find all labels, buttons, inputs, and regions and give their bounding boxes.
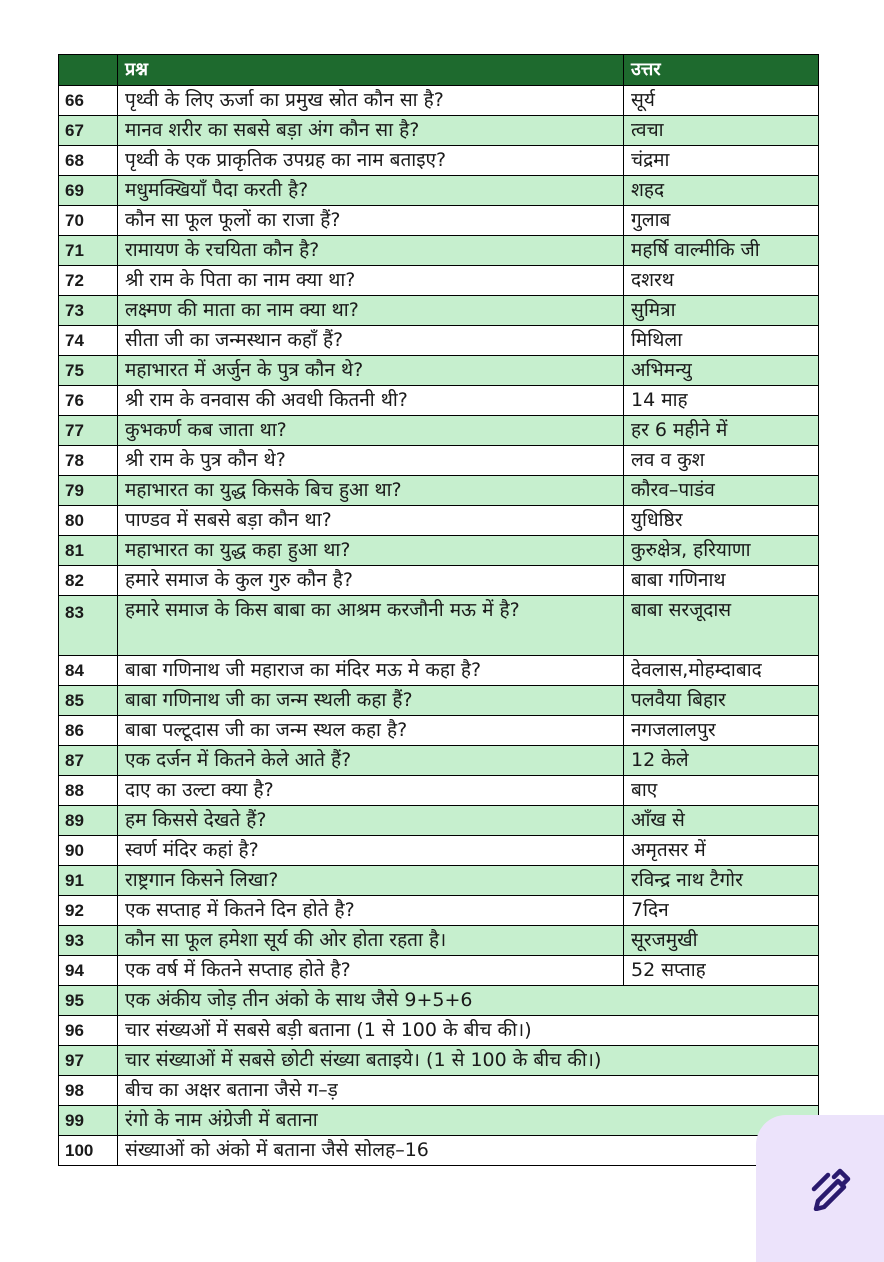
row-question: पाण्डव में सबसे बड़ा कौन था? bbox=[118, 506, 624, 536]
table-row bbox=[59, 956, 819, 986]
row-answer: बाबा गणिनाथ bbox=[624, 566, 819, 596]
row-question: मानव शरीर का सबसे बड़ा अंग कौन सा है? bbox=[118, 116, 624, 146]
row-answer: 14 माह bbox=[624, 386, 819, 416]
task-row bbox=[59, 1136, 819, 1166]
task-row bbox=[59, 1076, 819, 1106]
row-question: राष्ट्रगान किसने लिखा? bbox=[118, 866, 624, 896]
table-row bbox=[59, 296, 819, 326]
qa-table bbox=[58, 54, 819, 1166]
row-number: 98 bbox=[59, 1076, 118, 1106]
row-number: 99 bbox=[59, 1106, 118, 1136]
row-number: 90 bbox=[59, 836, 118, 866]
row-question: श्री राम के पिता का नाम क्या था? bbox=[118, 266, 624, 296]
table-row bbox=[59, 536, 819, 566]
row-number: 93 bbox=[59, 926, 118, 956]
row-question: कौन सा फूल हमेशा सूर्य की ओर होता रहता है। bbox=[118, 926, 624, 956]
row-question: एक दर्जन में कितने केले आते हैं? bbox=[118, 746, 624, 776]
row-question: लक्ष्मण की माता का नाम क्या था? bbox=[118, 296, 624, 326]
row-number: 85 bbox=[59, 686, 118, 716]
row-number: 87 bbox=[59, 746, 118, 776]
table-row bbox=[59, 776, 819, 806]
row-number: 78 bbox=[59, 446, 118, 476]
row-answer: दशरथ bbox=[624, 266, 819, 296]
task-row bbox=[59, 986, 819, 1016]
row-answer: गुलाब bbox=[624, 206, 819, 236]
row-number: 74 bbox=[59, 326, 118, 356]
table-row bbox=[59, 356, 819, 386]
row-number: 100 bbox=[59, 1136, 118, 1166]
row-answer: बाए bbox=[624, 776, 819, 806]
header-answer: उत्तर bbox=[624, 55, 819, 86]
table-row bbox=[59, 506, 819, 536]
row-answer: मिथिला bbox=[624, 326, 819, 356]
row-question: हमारे समाज के किस बाबा का आश्रम करजौनी मऊ में है? bbox=[118, 596, 624, 656]
table-row bbox=[59, 266, 819, 296]
row-number: 97 bbox=[59, 1046, 118, 1076]
row-question: महाभारत में अर्जुन के पुत्र कौन थे? bbox=[118, 356, 624, 386]
table-row bbox=[59, 896, 819, 926]
task-row bbox=[59, 1106, 819, 1136]
row-answer: हर 6 महीने में bbox=[624, 416, 819, 446]
row-answer: त्वचा bbox=[624, 116, 819, 146]
table-row bbox=[59, 206, 819, 236]
table-row bbox=[59, 146, 819, 176]
row-question: पृथ्वी के लिए ऊर्जा का प्रमुख स्रोत कौन सा है? bbox=[118, 86, 624, 116]
row-number: 71 bbox=[59, 236, 118, 266]
table-row bbox=[59, 836, 819, 866]
task-row bbox=[59, 1046, 819, 1076]
table-row bbox=[59, 116, 819, 146]
row-question: एक सप्ताह में कितने दिन होते है? bbox=[118, 896, 624, 926]
row-number: 89 bbox=[59, 806, 118, 836]
row-number: 88 bbox=[59, 776, 118, 806]
row-answer: सुमित्रा bbox=[624, 296, 819, 326]
row-answer: 7दिन bbox=[624, 896, 819, 926]
row-question: हमारे समाज के कुल गुरु कौन है? bbox=[118, 566, 624, 596]
row-answer: अमृतसर में bbox=[624, 836, 819, 866]
row-answer: नगजलालपुर bbox=[624, 716, 819, 746]
row-number: 72 bbox=[59, 266, 118, 296]
row-number: 70 bbox=[59, 206, 118, 236]
table-header-row bbox=[59, 55, 819, 86]
table-row bbox=[59, 326, 819, 356]
row-number: 76 bbox=[59, 386, 118, 416]
row-question: मधुमक्खियाँ पैदा करती है? bbox=[118, 176, 624, 206]
row-number: 92 bbox=[59, 896, 118, 926]
table-row bbox=[59, 386, 819, 416]
row-number: 82 bbox=[59, 566, 118, 596]
row-answer: पलवैया बिहार bbox=[624, 686, 819, 716]
pen-edit-icon bbox=[808, 1167, 852, 1211]
table-row bbox=[59, 866, 819, 896]
row-answer: कुरुक्षेत्र, हरियाणा bbox=[624, 536, 819, 566]
row-number: 86 bbox=[59, 716, 118, 746]
row-question: महाभारत का युद्ध कहा हुआ था? bbox=[118, 536, 624, 566]
row-answer: शहद bbox=[624, 176, 819, 206]
row-number: 81 bbox=[59, 536, 118, 566]
row-number: 67 bbox=[59, 116, 118, 146]
edit-badge[interactable] bbox=[756, 1115, 884, 1262]
row-question: हम किससे देखते हैं? bbox=[118, 806, 624, 836]
header-num bbox=[59, 55, 118, 86]
table-row bbox=[59, 656, 819, 686]
row-answer: सूर्य bbox=[624, 86, 819, 116]
row-number: 79 bbox=[59, 476, 118, 506]
row-question: सीता जी का जन्मस्थान कहाँ हैं? bbox=[118, 326, 624, 356]
row-answer: अभिमन्यु bbox=[624, 356, 819, 386]
table-row bbox=[59, 476, 819, 506]
row-answer: महर्षि वाल्मीकि जी bbox=[624, 236, 819, 266]
task-text: संख्याओं को अंको में बताना जैसे सोलह–16 bbox=[118, 1136, 819, 1166]
row-question: बाबा पल्टूदास जी का जन्म स्थल कहा है? bbox=[118, 716, 624, 746]
row-answer: रविन्द्र नाथ टैगोर bbox=[624, 866, 819, 896]
table-row bbox=[59, 566, 819, 596]
row-question: दाए का उल्टा क्या है? bbox=[118, 776, 624, 806]
row-answer: युधिष्ठिर bbox=[624, 506, 819, 536]
row-question: महाभारत का युद्ध किसके बिच हुआ था? bbox=[118, 476, 624, 506]
row-question: बाबा गणिनाथ जी का जन्म स्थली कहा हैं? bbox=[118, 686, 624, 716]
table-row bbox=[59, 746, 819, 776]
row-answer: सूरजमुखी bbox=[624, 926, 819, 956]
row-number: 80 bbox=[59, 506, 118, 536]
table-row bbox=[59, 806, 819, 836]
row-number: 84 bbox=[59, 656, 118, 686]
row-number: 75 bbox=[59, 356, 118, 386]
task-text: रंगो के नाम अंग्रेजी में बताना bbox=[118, 1106, 819, 1136]
table-row bbox=[59, 446, 819, 476]
table-row bbox=[59, 236, 819, 266]
row-question: स्वर्ण मंदिर कहां है? bbox=[118, 836, 624, 866]
header-question: प्रश्न bbox=[118, 55, 624, 86]
task-text: बीच का अक्षर बताना जैसे ग–ड़ bbox=[118, 1076, 819, 1106]
row-number: 73 bbox=[59, 296, 118, 326]
row-question: श्री राम के वनवास की अवधी कितनी थी? bbox=[118, 386, 624, 416]
table-row bbox=[59, 686, 819, 716]
row-answer: 52 सप्ताह bbox=[624, 956, 819, 986]
table-row bbox=[59, 926, 819, 956]
row-number: 95 bbox=[59, 986, 118, 1016]
task-text: एक अंकीय जोड़ तीन अंको के साथ जैसे 9+5+6 bbox=[118, 986, 819, 1016]
row-answer: 12 केले bbox=[624, 746, 819, 776]
row-question: बाबा गणिनाथ जी महाराज का मंदिर मऊ मे कहा है? bbox=[118, 656, 624, 686]
row-number: 96 bbox=[59, 1016, 118, 1046]
row-answer: कौरव–पाडंव bbox=[624, 476, 819, 506]
task-text: चार संख्यओं में सबसे बड़ी बताना (1 से 100 के बीच की।) bbox=[118, 1016, 819, 1046]
row-answer: चंद्रमा bbox=[624, 146, 819, 176]
row-answer: लव व कुश bbox=[624, 446, 819, 476]
row-number: 68 bbox=[59, 146, 118, 176]
table-row bbox=[59, 716, 819, 746]
row-number: 77 bbox=[59, 416, 118, 446]
row-question: कुभकर्ण कब जाता था? bbox=[118, 416, 624, 446]
row-question: रामायण के रचयिता कौन है? bbox=[118, 236, 624, 266]
row-number: 91 bbox=[59, 866, 118, 896]
table-row bbox=[59, 416, 819, 446]
table-row bbox=[59, 596, 819, 656]
row-number: 69 bbox=[59, 176, 118, 206]
row-answer: आँख से bbox=[624, 806, 819, 836]
row-number: 94 bbox=[59, 956, 118, 986]
row-number: 66 bbox=[59, 86, 118, 116]
task-row bbox=[59, 1016, 819, 1046]
row-question: कौन सा फूल फूलों का राजा हैं? bbox=[118, 206, 624, 236]
row-answer: देवलास,मोहम्दाबाद bbox=[624, 656, 819, 686]
table-row bbox=[59, 176, 819, 206]
table-row bbox=[59, 86, 819, 116]
row-question: पृथ्वी के एक प्राकृतिक उपग्रह का नाम बताइए? bbox=[118, 146, 624, 176]
row-question: श्री राम के पुत्र कौन थे? bbox=[118, 446, 624, 476]
row-number: 83 bbox=[59, 596, 118, 656]
task-text: चार संख्याओं में सबसे छोटी संख्या बताइये। (1 से 100 के बीच की।) bbox=[118, 1046, 819, 1076]
row-question: एक वर्ष में कितने सप्ताह होते है? bbox=[118, 956, 624, 986]
row-answer: बाबा सरजूदास bbox=[624, 596, 819, 656]
